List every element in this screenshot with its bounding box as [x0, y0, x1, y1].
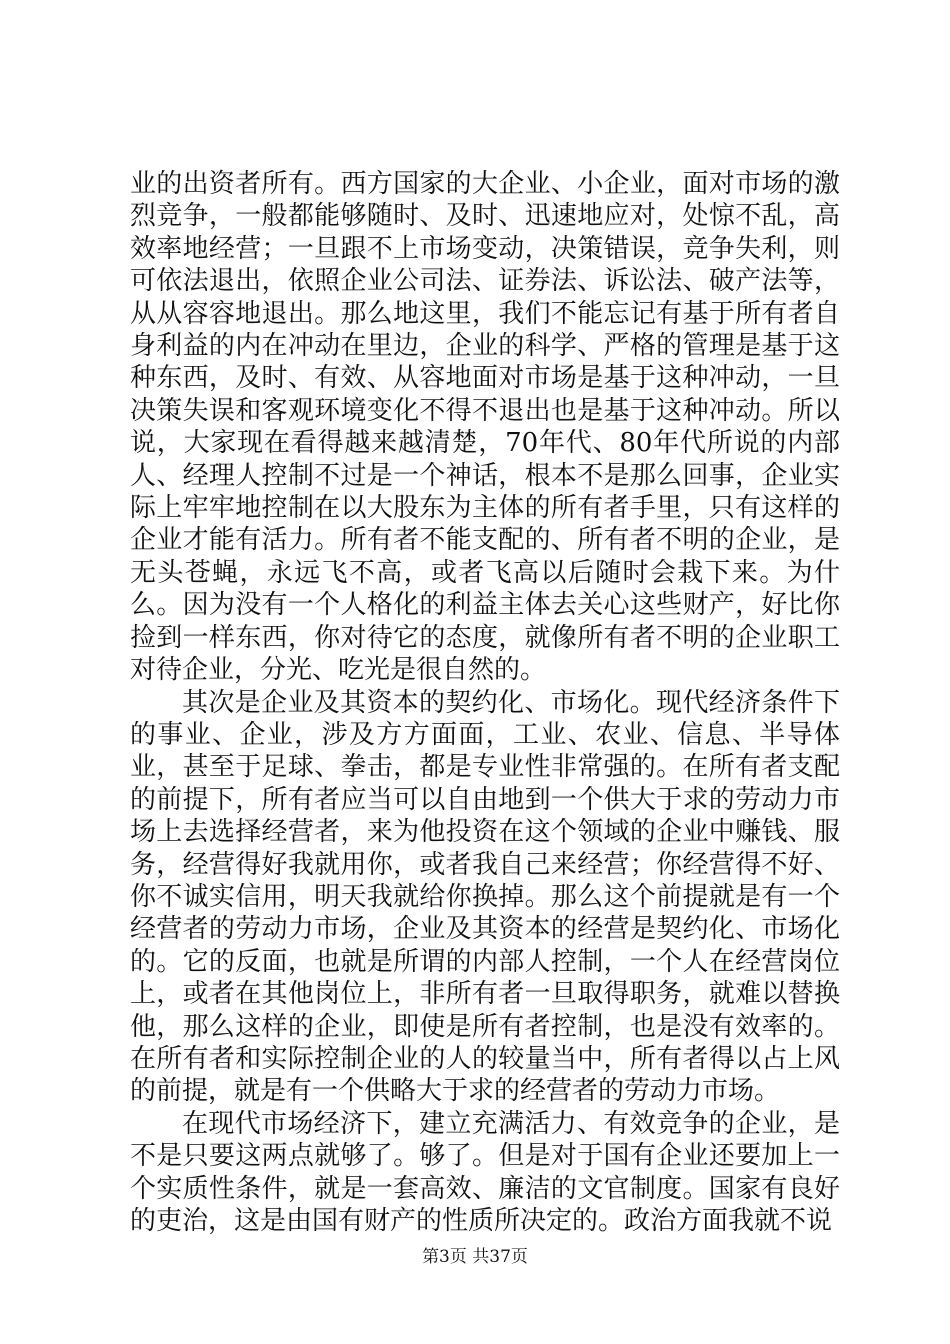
- paragraph-3: 在现代市场经济下，建立充满活力、有效竞争的企业，是不是只要这两点就够了。够了。但是对于国有企业还要加上一个实质性条件，就是一套高效、廉洁的文官制度。国家有良好的吏治，这是由国有财产的性质所决定的。政治方面我就不说: [130, 1108, 840, 1236]
- paragraph-2: 其次是企业及其资本的契约化、市场化。现代经济条件下的事业、企业，涉及方方面面，工业、农业、信息、半导体业，甚至于足球、拳击，都是专业性非常强的。在所有者支配的前提下，所有者应当可以自由地到一个供大于求的劳动力市场上去选择经营者，来为他投资在这个领域的企业中赚钱、服务，经营得好我就用你，或者我自己来经营；你经营得不好、你不诚实信用，明天我就给你换掉。那么这个前提就是有一个经营者的劳动力市场，企业及其资本的经营是契约化、市场化的。它的反面，也就是所谓的内部人控制，一个人在经营岗位上，或者在其他岗位上，非所有者一旦取得职务，就难以替换他，那么这样的企业，即使是所有者控制，也是没有效率的。在所有者和实际控制企业的人的较量当中，所有者得以占上风的前提，就是有一个供略大于求的经营者的劳动力市场。: [130, 687, 840, 1107]
- document-body: [130, 168, 840, 1237]
- page-number-footer: 第3页 共37页: [422, 1247, 528, 1267]
- paragraph-1: 业的出资者所有。西方国家的大企业、小企业，面对市场的激烈竞争，一般都能够随时、及时、迅速地应对，处惊不乱，高效率地经营；一旦跟不上市场变动，决策错误，竞争失利，则可依法退出，依照企业公司法、证券法、诉讼法、破产法等，从从容容地退出。那么地这里，我们不能忘记有基于所有者自身利益的内在冲动在里边，企业的科学、严格的管理是基于这种东西，及时、有效、从容地面对市场是基于这种冲动，一旦决策失误和客观环境变化不得不退出也是基于这种冲动。所以说，大家现在看得越来越清楚，70年代、80年代所说的内部人、经理人控制不过是一个神话，根本不是那么回事，企业实际上牢牢地控制在以大股东为主体的所有者手里，只有这样的企业才能有活力。所有者不能支配的、所有者不明的企业，是无头苍蝇，永远飞不高，或者飞高以后随时会栽下来。为什么。因为没有一个人格化的利益主体去关心这些财产，好比你捡到一样东西，你对待它的态度，就像所有者不明的企业职工对待企业，分光、吃光是很自然的。: [130, 169, 840, 686]
